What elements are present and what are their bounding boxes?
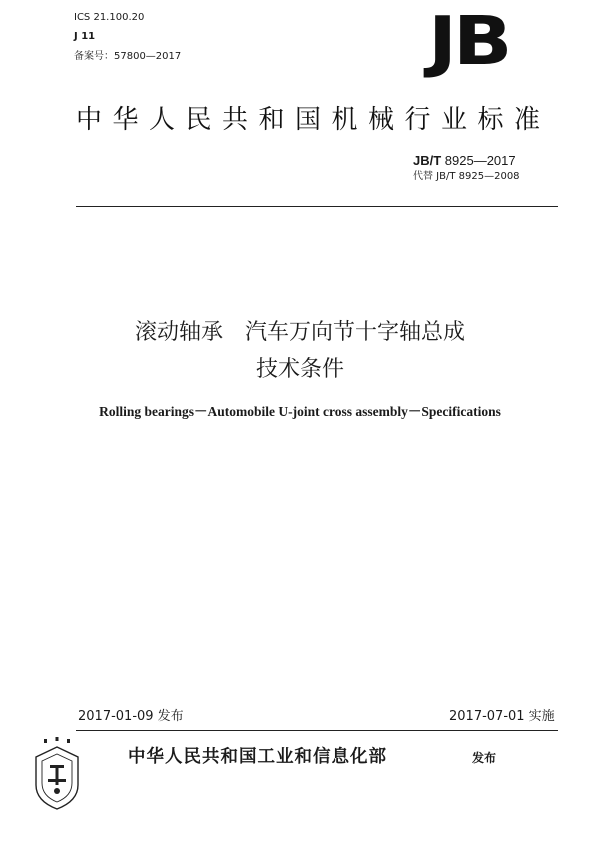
ministry-emblem-icon xyxy=(26,735,88,815)
implementation-date: 2017-07-01 实施 xyxy=(449,709,555,724)
industry-standard-title: 中华人民共和国机械行业标准 xyxy=(76,105,551,135)
classification-code: J 11 xyxy=(74,31,96,42)
standard-code: 8925—2017 xyxy=(441,153,516,168)
ics-code: ICS 21.100.20 xyxy=(74,12,145,23)
publisher-name: 中华人民共和国工业和信息化部 xyxy=(128,747,387,767)
publisher-suffix: 发布 xyxy=(472,751,497,765)
record-number: 备案号：57800—2017 xyxy=(74,51,182,62)
title-chinese-line-1: 滚动轴承 汽车万向节十字轴总成 xyxy=(134,320,465,345)
title-english: Rolling bearings－Automobile U-joint cross assembly－Specifications xyxy=(99,404,501,419)
standard-number xyxy=(413,153,516,169)
title-chinese-line-2: 技术条件 xyxy=(255,357,344,382)
jb-logo: JB xyxy=(428,2,509,81)
standard-prefix: JB/T xyxy=(413,153,442,168)
replaces-standard: 代替 JB/T 8925—2008 xyxy=(413,171,520,182)
issue-date: 2017-01-09 发布 xyxy=(78,709,184,724)
top-divider xyxy=(76,206,558,207)
bottom-divider xyxy=(76,730,558,731)
